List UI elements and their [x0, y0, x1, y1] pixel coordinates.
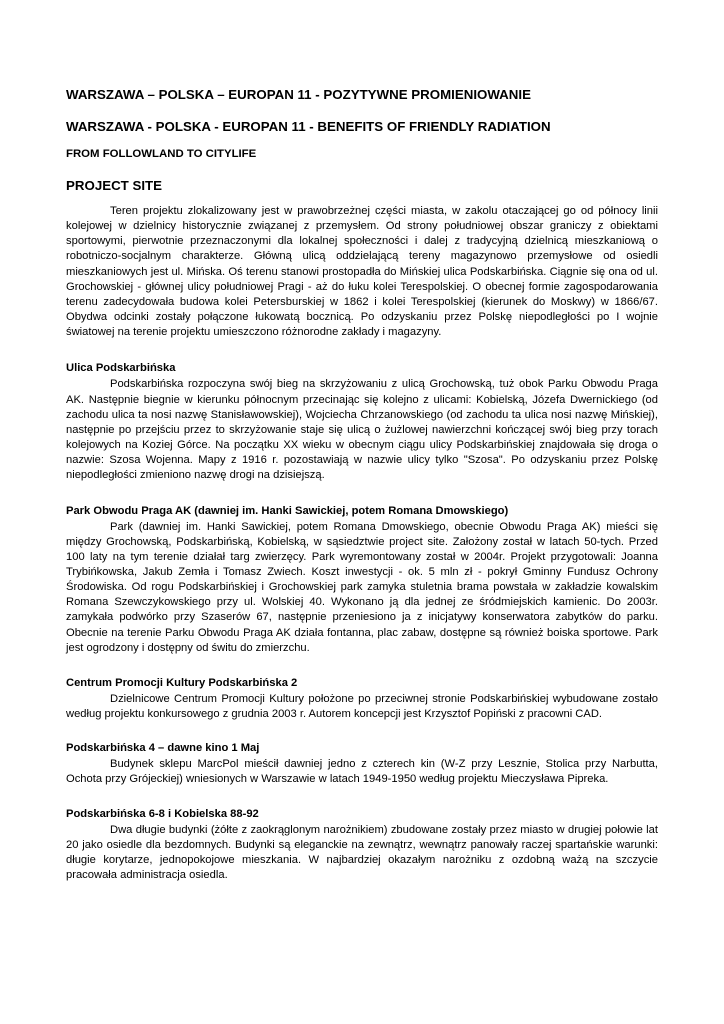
section-paragraph: Podskarbińska rozpoczyna swój bieg na skrzyżowaniu z ulicą Grochowską, tuż obok Parku Obwodu Praga AK. Następnie biegnie w kierunku północnym przecinając się kolejno z ulicami: Kobielską, Józefa Dwernickiego (od zachodu ulica ta nosi nazwę Stanisławowskiej), Wojciecha Chrzanowskiego (od zachodu ta ulica nosi nazwę Mińskiej), następnie po przejściu przez to skrzyżowanie staje się ulicą o żużlowej nawierzchni kończącej swój bieg przy torach kolejowych na Koziej Górce. Na początku XX wieku w obecnym ciągu ulicy Podskarbińskiej znajdowała się droga o nazwie: Szosa Wojenna. Mapy z 1916 r. pozostawiają w nazwie ulicy tylko "Szosa". Po odzyskaniu przez Polskę niepodległości zmieniono nazwę drogi na dzisiejszą.: [66, 378, 658, 482]
section-paragraph: Park (dawniej im. Hanki Sawickiej, potem Romana Dmowskiego, obecnie Obwodu Praga AK) mieści się między Grochowską, Podskarbińską, Kobielską, w sąsiedztwie project site. Założony został w latach 50-tych. Przed 100 laty na tym terenie działał targ zwierzęcy. Park wyremontowany został w 2004r. Projekt przygotowali: Joanna Trybińkowska, Jakub Zemła i Tomasz Zwiech. Koszt inwestycji - ok. 5 mln zł - pokrył Gminny Fundusz Ochrony Środowiska. Od rogu Podskarbińskiej i Grochowskiej park zamyka stuletnia brama powstała w zakładzie kowalskim Romana Szewczykowskiego przy ul. Wolskiej 40. Wykonano ją dla jednej ze śródmiejskich kamienic. Do 2003r. zamykała podwórko przy Szaserów 67, następnie przeniesiono ja z inicjatywy konserwatora zabytków do parku. Obecnie na terenie Parku Obwodu Praga AK działa fontanna, plac zabaw, dostępne są również boiska sportowe. Park jest ogrodzony i dostępny od świtu do zmierzchu.: [66, 520, 658, 654]
section-park-obwodu: [66, 504, 658, 656]
section-centrum-promocji: [66, 676, 658, 722]
section-paragraph: Budynek sklepu MarcPol mieścił dawniej jedno z czterech kin (W-Z przy Lesznie, Stolica przy Narbutta, Ochota przy Grójeckiej) wniesionych w Warszawie w latach 1949-1950 według projektu Mieczysława Pipreka.: [66, 758, 658, 786]
intro-paragraph: Teren projektu zlokalizowany jest w prawobrzeżnej części miasta, w zakolu otaczającej go od północy linii kolejowej w dzielnicy historycznie związanej z przemysłem. Od strony południowej obszar graniczy z obiektami sportowymi, pierwotnie przeznaczonymi dla lokalnej społeczności i dalej z tradycyjną dzielnicą mieszkaniową o robotniczo-socjalnym charakterze. Główną ulicą oddzielającą tereny magazynowo przemysłowe od osiedli mieszkaniowych jest ul. Mińska. Oś terenu stanowi prostopadła do Mińskiej ulica Podskarbińska. Ciągnie się ona od ul. Grochowskiej - głównej ulicy południowej Pragi - aż do łuku kolei Terespolskiej. O obecnej formie zagospodarowania terenu zadecydowała budowa kolei Petersburskiej w 1862 i kolei Terespolskiej (kierunek do Moskwy) w 1866/67. Obydwa odcinki zostały połączone łukowatą bocznicą. Po odzyskaniu przez Polskę niepodległości po I wojnie światowej na terenie projektu umieszczono różnorodne zakłady i magazyny.: [66, 205, 658, 339]
document-title-polish: WARSZAWA – POLSKA – EUROPAN 11 - POZYTYWNE PROMIENIOWANIE: [66, 87, 531, 102]
section-podskarbinska-6-8: [66, 807, 658, 884]
section-title: Park Obwodu Praga AK (dawniej im. Hanki Sawickiej, potem Romana Dmowskiego): [66, 504, 509, 517]
section-paragraph: Dwa długie budynki (żółte z zaokrąglonym narożnikiem) zbudowane zostały przez miasto w drugiej połowie lat 20 jako osiedle dla bezdomnych. Budynki są eleganckie na zewnątrz, wewnątrz panowały raczej spartańskie warunki: długie korytarze, jednopokojowe mieszkania. W najbardziej okazałym narożniku z ozdobną ważą na szczycie pracowała administracja osiedla.: [66, 823, 658, 881]
intro-section: [66, 204, 658, 340]
section-kino-1-maj: [66, 741, 658, 787]
section-ulica-podskarbinska: [66, 361, 658, 483]
section-heading-project-site: PROJECT SITE: [66, 178, 163, 193]
section-title: Podskarbińska 6-8 i Kobielska 88-92: [66, 807, 259, 820]
section-title: Centrum Promocji Kultury Podskarbińska 2: [66, 676, 298, 689]
section-title: Ulica Podskarbińska: [66, 362, 176, 375]
section-title: Podskarbińska 4 – dawne kino 1 Maj: [66, 742, 260, 755]
section-paragraph: Dzielnicowe Centrum Promocji Kultury położone po przeciwnej stronie Podskarbińskiej wybudowane zostało według projektu konkursowego z grudnia 2003 r. Autorem koncepcji jest Krzysztof Popiński z pracowni CAD.: [66, 692, 658, 721]
document-title-english: WARSZAWA - POLSKA - EUROPAN 11 - BENEFITS OF FRIENDLY RADIATION: [66, 119, 551, 134]
document-subtitle: FROM FOLLOWLAND TO CITYLIFE: [66, 148, 257, 160]
